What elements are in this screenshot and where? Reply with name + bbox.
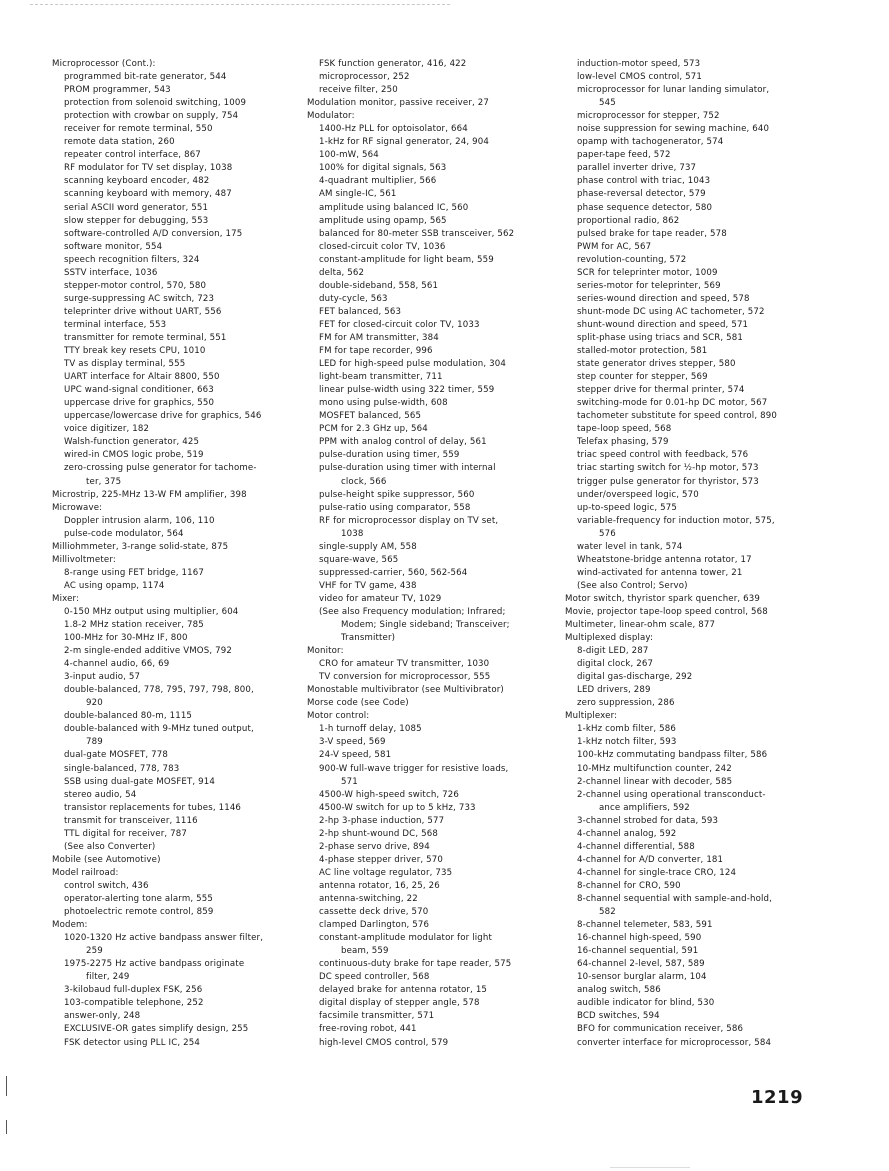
index-entry: 1-kHz notch filter, 593 (577, 737, 677, 748)
index-entry: Telefax phasing, 579 (577, 437, 669, 448)
index-entry: dual-gate MOSFET, 778 (64, 750, 169, 761)
index-entry: 8-range using FET bridge, 1167 (64, 567, 204, 578)
index-entry: terminal interface, 553 (64, 319, 167, 330)
index-entry: analog switch, 586 (577, 985, 661, 996)
index-entry: 1975-2275 Hz active bandpass originate (64, 959, 245, 970)
index-entry: FET for closed-circuit color TV, 1033 (319, 319, 480, 330)
index-entry: 8-channel telemeter, 583, 591 (577, 920, 713, 931)
index-entry: 4-channel for A/D converter, 181 (577, 854, 724, 865)
index-entry: 4-phase stepper driver, 570 (319, 854, 444, 865)
index-entry: VHF for TV game, 438 (319, 580, 417, 591)
index-entry: software-controlled A/D conversion, 175 (64, 228, 243, 239)
index-entry: (See also Converter) (64, 841, 156, 852)
index-entry: amplitude using opamp, 565 (319, 215, 447, 226)
index-entry: LED for high-speed pulse modulation, 304 (319, 359, 506, 370)
index-entry: AC line voltage regulator, 735 (319, 867, 453, 878)
index-entry: 1038 (341, 528, 364, 539)
index-entry: series-motor for teleprinter, 569 (577, 280, 721, 291)
index-entry: SSTV interface, 1036 (64, 267, 158, 278)
index-entry: 900-W full-wave trigger for resistive loads, (319, 763, 509, 774)
index-entry: 920 (86, 698, 103, 709)
index-entry: light-beam transmitter, 711 (319, 372, 443, 383)
index-entry: beam, 559 (341, 946, 389, 957)
index-entry: 8-digit LED, 287 (577, 646, 649, 657)
index-entry: surge-suppressing AC switch, 723 (64, 293, 215, 304)
index-entry: protection from solenoid switching, 1009 (64, 98, 247, 109)
index-entry: mono using pulse-width, 608 (319, 398, 448, 409)
index-entry: ter, 375 (86, 476, 122, 487)
index-entry: SSB using dual-gate MOSFET, 914 (64, 776, 216, 787)
index-heading: Motor switch, thyristor spark quencher, 639 (565, 593, 761, 604)
index-entry: constant-amplitude for light beam, 559 (319, 254, 494, 265)
index-entry: opamp with tachogenerator, 574 (577, 137, 724, 148)
index-entry: Doppler intrusion alarm, 106, 110 (64, 515, 215, 526)
index-entry: 3-input audio, 57 (64, 672, 141, 683)
index-entry: photoelectric remote control, 859 (64, 907, 214, 918)
index-entry: DC speed controller, 568 (319, 972, 430, 983)
index-entry: AC using opamp, 1174 (64, 580, 165, 591)
index-entry: 16-channel sequential, 591 (577, 946, 699, 957)
index-entry: 576 (599, 528, 616, 539)
index-entry: 16-channel high-speed, 590 (577, 933, 702, 944)
index-heading: Millivoltmeter: (52, 554, 116, 565)
index-entry: delayed brake for antenna rotator, 15 (319, 985, 488, 996)
index-entry: induction-motor speed, 573 (577, 59, 701, 69)
index-entry: 24-V speed, 581 (319, 750, 392, 761)
index-entry: FSK function generator, 416, 422 (319, 59, 467, 69)
index-heading: Microprocessor (Cont.): (52, 59, 156, 69)
index-entry: 4-channel differential, 588 (577, 841, 695, 852)
index-entry: 64-channel 2-level, 587, 589 (577, 959, 705, 970)
index-entry: under/overspeed logic, 570 (577, 489, 699, 500)
index-entry: double-balanced 80-m, 1115 (64, 711, 193, 722)
index-entry: 3-V speed, 569 (319, 737, 386, 748)
index-entry: (See also Frequency modulation; Infrared; (319, 606, 506, 617)
index-entry: 2-channel using operational transconduct- (577, 789, 766, 800)
index-entry: triac starting switch for ½-hp motor, 573 (577, 463, 759, 474)
index-entry: PCM for 2.3 GHz up, 564 (319, 424, 428, 435)
index-entry: linear pulse-width using 322 timer, 559 (319, 385, 495, 396)
index-entry: CRO for amateur TV transmitter, 1030 (319, 659, 490, 670)
index-entry: pulse-duration using timer, 559 (319, 450, 460, 461)
index-entry: constant-amplitude modulator for light (319, 933, 492, 944)
index-entry: LED drivers, 289 (577, 685, 651, 696)
index-heading: Morse code (see Code) (307, 698, 409, 709)
index-entry: microprocessor for stepper, 752 (577, 111, 720, 122)
index-entry: BCD switches, 594 (577, 1011, 660, 1022)
index-entry: Modem; Single sideband; Transceiver; (341, 620, 510, 631)
index-entry: transmitter for remote terminal, 551 (64, 332, 227, 343)
index-entry: 4-channel for single-trace CRO, 124 (577, 867, 737, 878)
index-entry: 4-quadrant multiplier, 566 (319, 176, 437, 187)
index-entry: clock, 566 (341, 476, 387, 487)
index-heading: Monitor: (307, 646, 344, 657)
index-entry: microprocessor, 252 (319, 72, 410, 83)
index-entry: speech recognition filters, 324 (64, 254, 200, 265)
index-entry: double-balanced with 9-MHz tuned output, (64, 724, 254, 735)
index-entry: 2-channel linear with decoder, 585 (577, 776, 733, 787)
index-entry: 545 (599, 98, 616, 109)
index-entry: antenna rotator, 16, 25, 26 (319, 880, 440, 891)
index-entry: TV as display terminal, 555 (64, 359, 186, 370)
index-entry: RF modulator for TV set display, 1038 (64, 163, 233, 174)
index-heading: Model railroad: (52, 867, 119, 878)
index-entry: up-to-speed logic, 575 (577, 502, 677, 513)
index-entry: Transmitter) (341, 633, 396, 644)
bottom-rule (610, 1167, 690, 1168)
index-entry: closed-circuit color TV, 1036 (319, 241, 446, 252)
index-entry: PPM with analog control of delay, 561 (319, 437, 487, 448)
index-entry: 2-hp 3-phase induction, 577 (319, 815, 445, 826)
index-entry: 10-sensor burglar alarm, 104 (577, 972, 707, 983)
index-column-left (52, 58, 302, 1050)
index-entry: TTY break key resets CPU, 1010 (64, 346, 206, 357)
index-entry: 571 (341, 776, 358, 787)
index-heading: Multiplexer: (565, 711, 618, 722)
index-entry: slow stepper for debugging, 553 (64, 215, 209, 226)
index-entry: 259 (86, 946, 103, 957)
index-entry: Wheatstone-bridge antenna rotator, 17 (577, 554, 752, 565)
index-entry: split-phase using triacs and SCR, 581 (577, 332, 744, 343)
index-entry: 1-kHz comb filter, 586 (577, 724, 676, 735)
index-entry: 0-150 MHz output using multiplier, 604 (64, 606, 239, 617)
index-heading: Milliohmmeter, 3-range solid-state, 875 (52, 541, 229, 552)
index-entry: 2-phase servo drive, 894 (319, 841, 430, 852)
index-entry: receiver for remote terminal, 550 (64, 124, 213, 135)
index-entry: delta, 562 (319, 267, 365, 278)
index-entry: repeater control interface, 867 (64, 150, 201, 161)
index-entry: amplitude using balanced IC, 560 (319, 202, 469, 213)
index-entry: parallel inverter drive, 737 (577, 163, 697, 174)
index-entry: software monitor, 554 (64, 241, 163, 252)
index-entry: MOSFET balanced, 565 (319, 411, 422, 422)
margin-mark (6, 1120, 7, 1134)
index-entry: TTL digital for receiver, 787 (64, 828, 188, 839)
index-heading: Movie, projector tape-loop speed control, 568 (565, 606, 768, 617)
index-entry: low-level CMOS control, 571 (577, 72, 703, 83)
index-entry: (See also Control; Servo) (577, 580, 688, 591)
index-entry: transistor replacements for tubes, 1146 (64, 802, 242, 813)
index-entry: FSK detector using PLL IC, 254 (64, 1037, 200, 1048)
index-entry: clamped Darlington, 576 (319, 920, 430, 931)
index-entry: PWM for AC, 567 (577, 241, 652, 252)
index-entry: SCR for teleprinter motor, 1009 (577, 267, 718, 278)
index-entry: pulse-code modulator, 564 (64, 528, 184, 539)
index-entry: uppercase drive for graphics, 550 (64, 398, 215, 409)
index-entry: facsimile transmitter, 571 (319, 1011, 435, 1022)
index-entry: wired-in CMOS logic probe, 519 (64, 450, 204, 461)
page-number: 1219 (751, 1087, 804, 1108)
index-entry: pulse-ratio using comparator, 558 (319, 502, 471, 513)
index-entry: 2-m single-ended additive VMOS, 792 (64, 646, 232, 657)
index-entry: single-supply AM, 558 (319, 541, 417, 552)
index-entry: scanning keyboard encoder, 482 (64, 176, 210, 187)
index-heading: Multiplexed display: (565, 633, 654, 644)
index-column-right (565, 58, 820, 1050)
index-entry: 2-hp shunt-wound DC, 568 (319, 828, 438, 839)
index-column-middle (307, 58, 559, 1050)
index-entry: 1.8-2 MHz station receiver, 785 (64, 620, 204, 631)
index-entry: continuous-duty brake for tape reader, 575 (319, 959, 512, 970)
index-entry: switching-mode for 0.01-hp DC motor, 567 (577, 398, 768, 409)
index-entry: wind-activated for antenna tower, 21 (577, 567, 743, 578)
index-heading: Mixer: (52, 593, 80, 604)
index-entry: variable-frequency for induction motor, 575, (577, 515, 775, 526)
index-entry: series-wound direction and speed, 578 (577, 293, 750, 304)
index-entry: step counter for stepper, 569 (577, 372, 708, 383)
index-entry: answer-only, 248 (64, 1011, 141, 1022)
index-entry: PROM programmer, 543 (64, 85, 171, 96)
index-entry: cassette deck drive, 570 (319, 907, 429, 918)
index-entry: shunt-wound direction and speed, 571 (577, 319, 749, 330)
index-entry: proportional radio, 862 (577, 215, 680, 226)
index-entry: state generator drives stepper, 580 (577, 359, 736, 370)
index-heading: Mobile (see Automotive) (52, 854, 161, 865)
index-entry: programmed bit-rate generator, 544 (64, 72, 227, 83)
index-entry: paper-tape feed, 572 (577, 150, 671, 161)
index-heading: Multimeter, linear-ohm scale, 877 (565, 620, 716, 631)
index-entry: operator-alerting tone alarm, 555 (64, 894, 213, 904)
index-entry: scanning keyboard with memory, 487 (64, 189, 232, 200)
index-entry: control switch, 436 (64, 880, 149, 891)
index-entry: voice digitizer, 182 (64, 424, 150, 435)
index-entry: phase control with triac, 1043 (577, 176, 711, 187)
index-entry: 100-MHz for 30-MHz IF, 800 (64, 633, 188, 644)
index-entry: 10-MHz multifunction counter, 242 (577, 763, 732, 774)
index-heading: Modem: (52, 920, 88, 931)
index-entry: phase sequence detector, 580 (577, 202, 713, 213)
index-entry: 789 (86, 737, 103, 748)
index-entry: tachometer substitute for speed control, 890 (577, 411, 777, 422)
index-entry: shunt-mode DC using AC tachometer, 572 (577, 306, 765, 317)
index-entry: trigger pulse generator for thyristor, 573 (577, 476, 759, 487)
index-entry: teleprinter drive without UART, 556 (64, 306, 222, 317)
index-entry: 4500-W high-speed switch, 726 (319, 789, 460, 800)
index-entry: pulsed brake for tape reader, 578 (577, 228, 727, 239)
index-entry: high-level CMOS control, 579 (319, 1037, 449, 1048)
index-entry: 1400-Hz PLL for optoisolator, 664 (319, 124, 468, 135)
index-entry: stereo audio, 54 (64, 789, 137, 800)
index-entry: stalled-motor protection, 581 (577, 346, 708, 357)
index-entry: suppressed-carrier, 560, 562-564 (319, 567, 468, 578)
index-entry: 8-channel for CRO, 590 (577, 880, 681, 891)
index-entry: remote data station, 260 (64, 137, 175, 148)
index-entry: square-wave, 565 (319, 554, 399, 565)
index-entry: phase-reversal detector, 579 (577, 189, 706, 200)
index-entry: digital gas-discharge, 292 (577, 672, 693, 683)
index-heading: Microwave: (52, 502, 103, 513)
index-entry: FET balanced, 563 (319, 306, 402, 317)
index-entry: balanced for 80-meter SSB transceiver, 562 (319, 228, 515, 239)
index-entry: stepper drive for thermal printer, 574 (577, 385, 745, 396)
index-entry: 1-h turnoff delay, 1085 (319, 724, 422, 735)
index-entry: AM single-IC, 561 (319, 189, 397, 200)
index-entry: receive filter, 250 (319, 85, 398, 96)
margin-mark (6, 1076, 7, 1096)
index-entry: antenna-switching, 22 (319, 894, 418, 904)
index-entry: water level in tank, 574 (577, 541, 683, 552)
index-entry: UPC wand-signal conditioner, 663 (64, 385, 214, 396)
index-entry: triac speed control with feedback, 576 (577, 450, 749, 461)
index-entry: 100% for digital signals, 563 (319, 163, 447, 174)
index-entry: tape-loop speed, 568 (577, 424, 672, 435)
index-entry: single-balanced, 778, 783 (64, 763, 180, 774)
index-entry: double-sideband, 558, 561 (319, 280, 439, 291)
index-entry: transmit for transceiver, 1116 (64, 815, 198, 826)
index-entry: 4-channel analog, 592 (577, 828, 677, 839)
index-entry: double-balanced, 778, 795, 797, 798, 800, (64, 685, 254, 696)
index-heading: Microstrip, 225-MHz 13-W FM amplifier, 398 (52, 489, 247, 500)
index-entry: FM for AM transmitter, 384 (319, 332, 439, 343)
index-entry: filter, 249 (86, 972, 130, 983)
index-entry: video for amateur TV, 1029 (319, 593, 442, 604)
index-entry: pulse-duration using timer with internal (319, 463, 496, 474)
index-heading: Motor control: (307, 711, 370, 722)
index-entry: audible indicator for blind, 530 (577, 998, 715, 1009)
index-entry: BFO for communication receiver, 586 (577, 1024, 744, 1035)
index-entry: serial ASCII word generator, 551 (64, 202, 209, 213)
index-entry: TV conversion for microprocessor, 555 (319, 672, 491, 683)
index-entry: Walsh-function generator, 425 (64, 437, 200, 448)
index-entry: 100-mW, 564 (319, 150, 379, 161)
index-entry: 4500-W switch for up to 5 kHz, 733 (319, 802, 476, 813)
index-entry: FM for tape recorder, 996 (319, 346, 433, 357)
index-entry: 3-channel strobed for data, 593 (577, 815, 719, 826)
index-entry: ance amplifiers, 592 (599, 802, 690, 813)
index-entry: EXCLUSIVE-OR gates simplify design, 255 (64, 1024, 249, 1035)
index-entry: 8-channel sequential with sample-and-hold, (577, 894, 773, 904)
index-entry: revolution-counting, 572 (577, 254, 687, 265)
index-entry: stepper-motor control, 570, 580 (64, 280, 207, 291)
index-entry: 4-channel audio, 66, 69 (64, 659, 170, 670)
index-entry: 1-kHz for RF signal generator, 24, 904 (319, 137, 489, 148)
index-heading: Modulation monitor, passive receiver, 27 (307, 98, 490, 109)
index-entry: uppercase/lowercase drive for graphics, 546 (64, 411, 262, 422)
index-entry: 100-kHz commutating bandpass filter, 586 (577, 750, 768, 761)
index-heading: Monostable multivibrator (see Multivibrator) (307, 685, 504, 696)
index-entry: zero suppression, 286 (577, 698, 675, 709)
index-entry: duty-cycle, 563 (319, 293, 388, 304)
index-heading: Modulator: (307, 111, 355, 122)
index-entry: 3-kilobaud full-duplex FSK, 256 (64, 985, 203, 996)
index-entry: noise suppression for sewing machine, 640 (577, 124, 770, 135)
index-entry: UART interface for Altair 8800, 550 (64, 372, 220, 383)
index-entry: zero-crossing pulse generator for tachome- (64, 463, 257, 474)
index-entry: 582 (599, 907, 616, 918)
index-entry: 1020-1320 Hz active bandpass answer filter, (64, 933, 264, 944)
index-entry: free-roving robot, 441 (319, 1024, 417, 1035)
index-entry: protection with crowbar on supply, 754 (64, 111, 239, 122)
index-entry: 103-compatible telephone, 252 (64, 998, 204, 1009)
index-entry: digital clock, 267 (577, 659, 654, 670)
index-entry: converter interface for microprocessor, 584 (577, 1037, 772, 1048)
index-entry: digital display of stepper angle, 578 (319, 998, 480, 1009)
index-entry: pulse-height spike suppressor, 560 (319, 489, 475, 500)
index-entry: microprocessor for lunar landing simulator, (577, 85, 770, 96)
index-entry: RF for microprocessor display on TV set, (319, 515, 499, 526)
top-rule (30, 4, 450, 5)
